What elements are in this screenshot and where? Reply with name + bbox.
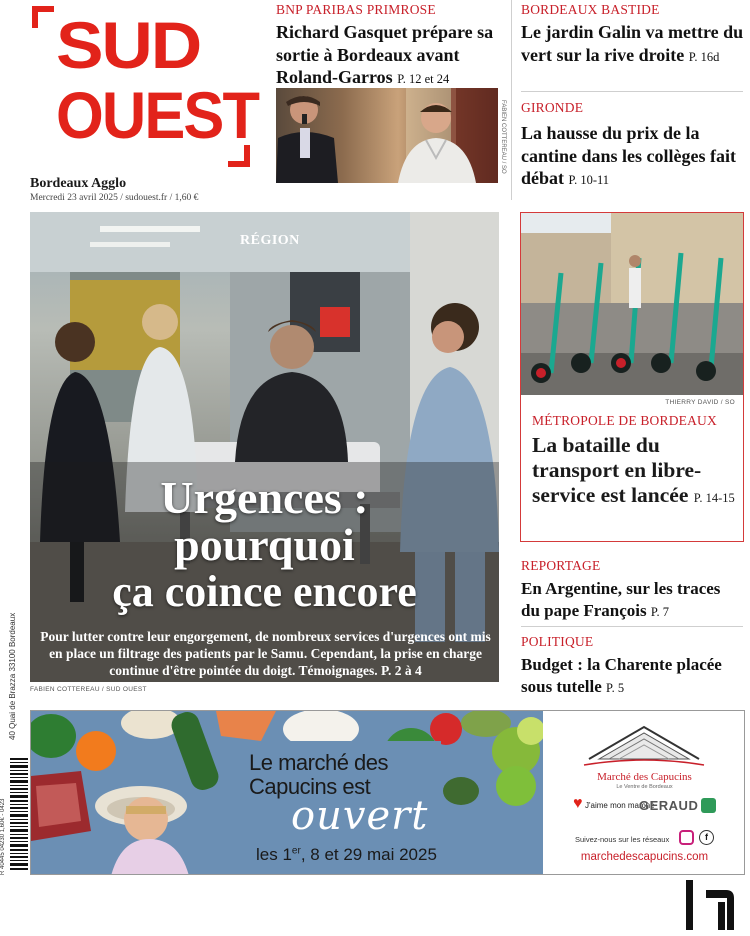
teaser-kicker: GIRONDE [521,100,584,115]
ad-dates-prefix: les 1 [256,845,292,864]
ad-title [249,751,419,799]
partner2-label: GERAUD [639,798,699,813]
geraud-badge-icon [701,798,716,813]
logo-bracket-top-left [32,6,54,28]
ad-dates-sup: er [291,845,301,857]
teaser-kicker: BORDEAUX BASTIDE [521,2,660,17]
gasquet-photo-illustration [276,88,498,183]
teaser-kicker: BNP PARIBAS PRIMROSE [276,2,436,17]
gasquet-photo-credit: FABIEN COTTEREAU / SO [500,100,506,174]
lead-headline-line: ça coince encore [112,567,417,616]
barcode-text: R 40445 04230 1,60€ - 0423 [0,798,6,875]
logo-bracket-bottom-right [228,145,250,167]
ad-banner[interactable] [30,710,745,875]
metropole-headline-text: La bataille du transport en libre-service est lancée [532,433,702,507]
teaser-page-ref: P. 12 et 24 [397,72,450,86]
metropole-box[interactable] [520,212,744,542]
teaser-page-ref: P. 7 [650,604,669,619]
lead-headline [30,474,499,615]
ad-title-line: Le marché des [249,750,389,775]
ad-script-word: ouvert [291,793,429,839]
teaser-headline[interactable] [276,21,506,91]
market-brand-name: Marché des Capucins [597,771,692,783]
teaser-kicker: REPORTAGE [521,558,601,573]
ad-dates [256,845,437,865]
teaser-headline[interactable] [521,578,743,623]
lead-photo[interactable] [30,212,499,682]
address-vertical: 40 Quai de Brazza 33100 Bordeaux [8,612,17,740]
social-text: Suivez-nous sur les réseaux [575,835,670,844]
lead-headline-line: Urgences : [160,472,369,523]
teaser-headline[interactable] [521,654,743,699]
lead-headline-line: pourquoi [174,519,355,570]
edition-name: Bordeaux Agglo [30,176,127,191]
ad-image-panel [31,711,543,875]
metropole-kicker: MÉTROPOLE DE BORDEAUX [532,413,717,428]
teaser-separator [521,91,743,92]
gasquet-photo [276,88,498,183]
teaser-page-ref: P. 16d [688,49,720,64]
footer-glyph-icon [684,876,744,932]
partner1-label: J'aime mon marché [585,801,655,810]
market-brand-sub: Le Ventre de Bordeaux [616,784,673,790]
teaser-headline-text: Le jardin Galin va mettre du vert sur la rive droite [521,22,744,65]
teaser-headline-text: La hausse du prix de la cantine dans les collèges fait débat [521,123,736,188]
logo-line-sud: SUD [56,8,201,82]
dateline: Mercredi 23 avril 2025 / sudouest.fr / 1,60 € [30,193,199,203]
barcode [10,758,28,870]
ad-url-link[interactable]: marchedescapucins.com [580,851,709,863]
teaser-page-ref: P. 5 [606,680,625,695]
column-divider [511,0,512,200]
lead-photo-credit: FABIEN COTTEREAU / SUD OUEST [30,686,147,693]
teaser-separator [521,626,743,627]
instagram-icon[interactable] [679,830,694,845]
footer-logo-glyph [684,876,744,932]
teaser-headline-text: Budget : la Charente placée sous tutelle [521,655,722,696]
metropole-headline [532,433,738,511]
teaser-headline-text: Richard Gasquet prépare sa sortie à Bordeaux avant Roland-Garros [276,22,494,87]
scooters-photo [521,213,743,395]
lead-standfirst: Pour lutter contre leur engorgement, de nombreux services d'urgences ont mis en place un filtrage des patients par le Samu. Cependant, la prise en charge continue d'être pointée du doigt. Témoignages. P. 2 à 4 [40,629,491,678]
ad-dates-rest: , 8 et 29 mai 2025 [300,845,437,864]
facebook-icon[interactable]: f [699,830,714,845]
market-hall-icon [579,719,709,771]
lead-section-label: RÉGION [240,233,300,248]
teaser-headline[interactable] [521,21,746,68]
teaser-headline-text: En Argentine, sur les traces du pape François [521,579,721,620]
teaser-page-ref: P. 10-11 [568,173,610,187]
ad-title-line: Capucins est [249,774,371,799]
barcode-graphic [10,758,28,870]
ad-brand-panel [543,711,745,875]
logo-line-ouest: OUEST [56,78,259,152]
scooters-photo-illustration [521,213,743,395]
scooters-photo-credit: THIERRY DAVID / SO [665,399,735,406]
heart-icon: ♥ [573,795,583,812]
metropole-page-ref: P. 14-15 [693,491,735,505]
teaser-headline[interactable] [521,122,746,192]
teaser-kicker: POLITIQUE [521,634,594,649]
